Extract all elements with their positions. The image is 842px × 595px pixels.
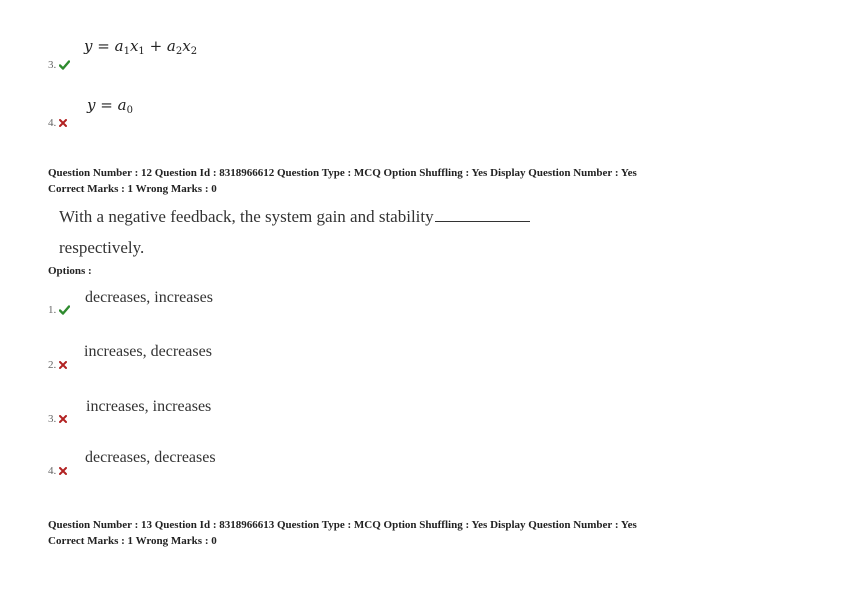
- q12-option-4-number: 4.: [48, 465, 67, 477]
- question-12-marks: Correct Marks : 1 Wrong Marks : 0: [48, 183, 217, 195]
- question-text-line1: With a negative feedback, the system gain and stability: [59, 207, 434, 226]
- option-3-formula: $y = a_1x_1 + a_2x_2$: [84, 37, 198, 57]
- option-4-formula: $y = a_0$: [87, 96, 133, 116]
- question-13-marks: Correct Marks : 1 Wrong Marks : 0: [48, 535, 217, 547]
- cross-icon: [59, 415, 67, 423]
- option-3-number: 3.: [48, 59, 70, 71]
- answer-blank: [435, 207, 530, 222]
- cross-icon: [59, 467, 67, 475]
- check-icon: [59, 305, 70, 315]
- q12-option-3-number: 3.: [48, 413, 67, 425]
- q12-option-2-text: increases, decreases: [84, 343, 212, 360]
- check-icon: [59, 60, 70, 70]
- question-12-text-cont: respectively.: [59, 238, 145, 257]
- q12-option-4-text: decreases, decreases: [85, 449, 216, 466]
- q12-option-1-number: 1.: [48, 304, 70, 316]
- option-4-number: 4.: [48, 117, 67, 129]
- q12-option-2-number: 2.: [48, 359, 67, 371]
- cross-icon: [59, 361, 67, 369]
- question-13-meta: Question Number : 13 Question Id : 8318966613 Question Type : MCQ Option Shuffling : Yes Display Question Number : Yes: [48, 519, 637, 531]
- cross-icon: [59, 119, 67, 127]
- options-label: Options :: [48, 265, 92, 277]
- q12-option-1-text: decreases, increases: [85, 289, 213, 306]
- q12-option-3-text: increases, increases: [86, 398, 212, 415]
- question-12-meta: Question Number : 12 Question Id : 8318966612 Question Type : MCQ Option Shuffling : Yes Display Question Number : Yes: [48, 167, 637, 179]
- question-12-text: [59, 207, 530, 227]
